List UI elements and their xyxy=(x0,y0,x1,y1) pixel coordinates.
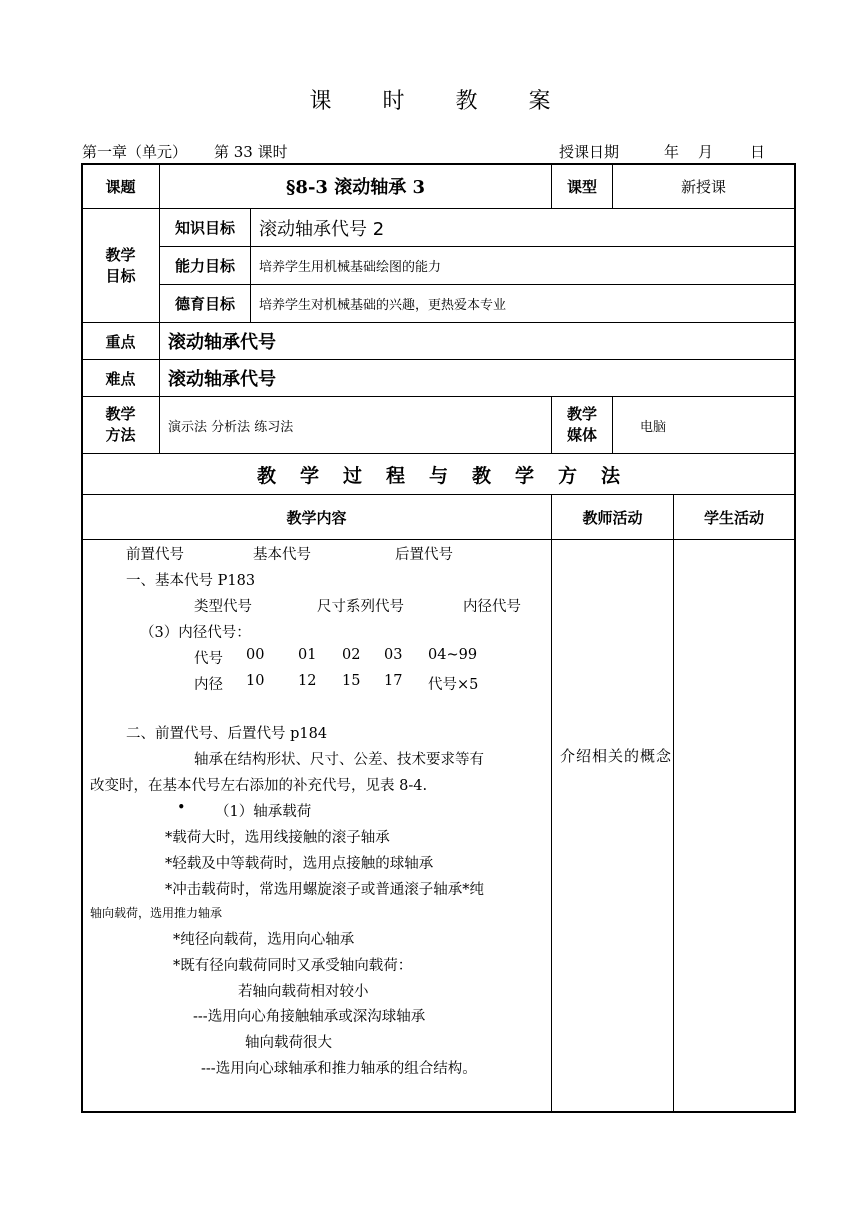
content-line: 00 xyxy=(246,647,265,663)
teaching-goals-label: 教学 目标 xyxy=(105,245,136,285)
content-line: ---选用向心球轴承和推力轴承的组合结构。 xyxy=(201,1061,477,1077)
content-line: 轴向载荷，选用推力轴承 xyxy=(90,906,223,920)
lesson-type-value: 新授课 xyxy=(680,177,726,196)
rule xyxy=(612,397,613,453)
content-line: （1）轴承载荷 xyxy=(215,804,312,820)
col-student-header: 学生活动 xyxy=(703,508,764,527)
period-label: 第 33 课时 xyxy=(214,143,288,161)
content-line: 类型代号 xyxy=(194,599,252,615)
content-line: 轴向载荷很大 xyxy=(245,1035,332,1051)
date-month: 月 xyxy=(698,143,714,161)
ability-goal-value: 培养学生用机械基础绘图的能力 xyxy=(259,260,442,275)
col-content-header: 教学内容 xyxy=(286,508,347,527)
page-title: 课 时 教 案 xyxy=(309,89,573,114)
knowledge-goal-value: 滚动轴承代号 2 xyxy=(259,218,385,240)
lesson-type-label: 课型 xyxy=(566,177,597,196)
rule xyxy=(250,209,251,322)
content-line: （3）内径代号： xyxy=(140,625,251,641)
content-line: 内径代号 xyxy=(463,599,521,615)
content-line: 后置代号 xyxy=(395,547,453,563)
content-line: 前置代号 xyxy=(126,547,184,563)
content-line: *冲击载荷时，常选用螺旋滚子或普通滚子轴承*纯 xyxy=(165,882,484,898)
teaching-method-label: 教学 方法 xyxy=(105,405,136,444)
content-line: *载荷大时，选用线接触的滚子轴承 xyxy=(165,830,390,846)
content-line: *既有径向载荷同时又承受轴向载荷： xyxy=(173,958,413,974)
date-year: 年 xyxy=(664,143,680,161)
process-title: 教学过程与教学方法 xyxy=(256,464,644,487)
date-day: 日 xyxy=(750,143,766,161)
teaching-media-label: 教学 媒体 xyxy=(566,405,597,444)
content-line: ---选用向心角接触轴承或深沟球轴承 xyxy=(193,1009,426,1025)
difficulty-value: 滚动轴承代号 xyxy=(168,369,276,390)
content-line: 轴承在结构形状、尺寸、公差、技术要求等有 xyxy=(194,752,484,768)
rule xyxy=(81,1111,796,1113)
content-line: 03 xyxy=(384,647,403,663)
date-label: 授课日期 xyxy=(559,143,620,161)
content-line: 二、前置代号、后置代号 p184 xyxy=(126,726,328,742)
content-line: 17 xyxy=(384,673,403,689)
rule xyxy=(551,495,552,1111)
content-line: 代号 xyxy=(194,651,223,667)
content-line: 代号×5 xyxy=(428,677,479,693)
moral-goal-value: 培养学生对机械基础的兴趣，更热爱本专业 xyxy=(259,298,507,313)
moral-goal-label: 德育目标 xyxy=(174,295,235,313)
content-line: 改变时，在基本代号左右添加的补充代号，见表 8-4. xyxy=(90,778,428,794)
content-line: 02 xyxy=(342,647,361,663)
content-line: 04~99 xyxy=(428,647,478,663)
content-line: 基本代号 xyxy=(253,547,311,563)
content-line: 15 xyxy=(342,673,361,689)
content-line: • xyxy=(177,800,186,816)
content-line: 尺寸系列代号 xyxy=(317,599,404,615)
content-line: *纯径向载荷，选用向心轴承 xyxy=(173,932,355,948)
content-line: 若轴向载荷相对较小 xyxy=(238,984,369,1000)
rule xyxy=(82,539,795,540)
rule xyxy=(673,495,674,1111)
content-line: 01 xyxy=(298,647,317,663)
topic-value: §8-3 滚动轴承 3 xyxy=(286,177,425,198)
col-teacher-header: 教师活动 xyxy=(582,508,643,527)
teaching-method-value: 演示法 分析法 练习法 xyxy=(168,419,294,435)
key-point-value: 滚动轴承代号 xyxy=(168,332,276,353)
teacher-activity: 介绍相关的概念 xyxy=(560,747,673,765)
content-line: 一、基本代号 P183 xyxy=(126,573,256,589)
chapter-label: 第一章（单元） xyxy=(82,143,188,161)
content-line: 10 xyxy=(246,673,265,689)
topic-label: 课题 xyxy=(105,177,136,196)
knowledge-goal-label: 知识目标 xyxy=(174,219,235,237)
teaching-media-value: 电脑 xyxy=(640,419,667,435)
content-line: *轻载及中等载荷时，选用点接触的球轴承 xyxy=(165,856,434,872)
rule xyxy=(794,163,796,1113)
content-line: 内径 xyxy=(194,677,223,693)
key-point-label: 重点 xyxy=(105,332,136,351)
difficulty-label: 难点 xyxy=(105,369,136,388)
content-line: 12 xyxy=(298,673,317,689)
ability-goal-label: 能力目标 xyxy=(174,257,235,275)
